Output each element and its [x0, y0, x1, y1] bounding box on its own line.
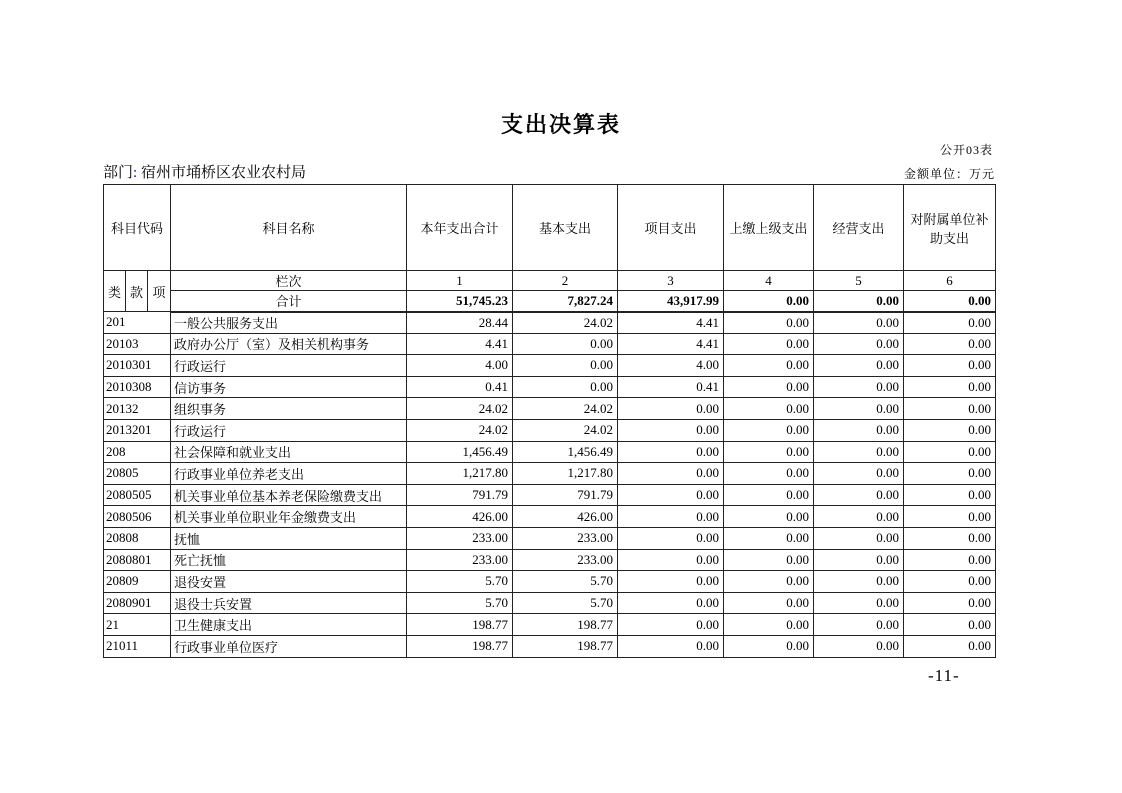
value-cell: 0.00 — [904, 398, 996, 420]
lanci-number: 3 — [618, 271, 724, 291]
subject-code-cell: 2080801 — [104, 549, 171, 571]
header-col-project: 项目支出 — [618, 185, 724, 271]
lanci-number: 5 — [814, 271, 904, 291]
value-cell: 791.79 — [407, 484, 513, 506]
value-cell: 198.77 — [407, 635, 513, 657]
value-cell: 4.00 — [618, 355, 724, 377]
header-sub-lei: 类 — [104, 271, 126, 312]
subject-code-cell: 208 — [104, 441, 171, 463]
value-cell: 0.00 — [618, 571, 724, 593]
value-cell: 0.00 — [724, 312, 814, 334]
value-cell: 0.00 — [904, 571, 996, 593]
subject-code-cell: 20809 — [104, 571, 171, 593]
header-row-lanci — [104, 271, 996, 291]
value-cell: 0.00 — [724, 506, 814, 528]
table-row — [104, 312, 996, 334]
department-name: 宿州市埇桥区农业农村局 — [140, 165, 306, 181]
value-cell: 0.00 — [904, 592, 996, 614]
subject-code-cell: 20808 — [104, 527, 171, 549]
header-sub-xiang: 项 — [148, 271, 171, 312]
value-cell: 5.70 — [513, 592, 618, 614]
value-cell: 1,217.80 — [513, 463, 618, 485]
value-cell: 0.00 — [724, 484, 814, 506]
value-cell: 0.00 — [618, 506, 724, 528]
value-cell: 0.00 — [618, 549, 724, 571]
value-cell: 24.02 — [513, 312, 618, 334]
subject-name-cell: 政府办公厅（室）及相关机构事务 — [171, 333, 407, 355]
subject-name-cell: 行政事业单位养老支出 — [171, 463, 407, 485]
department-colon: : — [133, 165, 138, 181]
value-cell: 0.00 — [904, 506, 996, 528]
subject-name-cell: 行政事业单位医疗 — [171, 635, 407, 657]
subject-code-cell: 2010301 — [104, 355, 171, 377]
department-line — [103, 161, 306, 182]
value-cell: 28.44 — [407, 312, 513, 334]
value-cell: 0.41 — [618, 376, 724, 398]
value-cell: 0.00 — [724, 571, 814, 593]
value-cell: 5.70 — [407, 592, 513, 614]
value-cell: 0.00 — [904, 355, 996, 377]
value-cell: 0.00 — [618, 635, 724, 657]
value-cell: 198.77 — [513, 614, 618, 636]
subject-name-cell: 一般公共服务支出 — [171, 312, 407, 334]
subject-name-cell: 信访事务 — [171, 376, 407, 398]
value-cell: 0.00 — [814, 398, 904, 420]
value-cell: 5.70 — [513, 571, 618, 593]
value-cell: 233.00 — [407, 527, 513, 549]
form-number-label: 公开03表 — [939, 143, 993, 157]
subject-name-cell: 社会保障和就业支出 — [171, 441, 407, 463]
table-row — [104, 376, 996, 398]
table-row — [104, 441, 996, 463]
value-cell: 0.00 — [904, 333, 996, 355]
value-cell: 0.00 — [618, 614, 724, 636]
subject-code-cell: 2010308 — [104, 376, 171, 398]
value-cell: 791.79 — [513, 484, 618, 506]
value-cell: 0.00 — [814, 592, 904, 614]
subject-name-cell: 卫生健康支出 — [171, 614, 407, 636]
value-cell: 1,456.49 — [513, 441, 618, 463]
header-col-total-year: 本年支出合计 — [407, 185, 513, 271]
value-cell: 0.00 — [618, 592, 724, 614]
value-cell: 0.00 — [814, 463, 904, 485]
value-cell: 0.00 — [724, 398, 814, 420]
total-value: 43,917.99 — [618, 291, 724, 312]
value-cell: 24.02 — [407, 398, 513, 420]
value-cell: 0.00 — [814, 312, 904, 334]
value-cell: 233.00 — [513, 527, 618, 549]
value-cell: 0.00 — [814, 635, 904, 657]
subject-name-cell: 机关事业单位职业年金缴费支出 — [171, 506, 407, 528]
value-cell: 0.00 — [724, 614, 814, 636]
table-body — [104, 312, 996, 658]
value-cell: 198.77 — [513, 635, 618, 657]
value-cell: 0.00 — [724, 463, 814, 485]
value-cell: 0.00 — [618, 484, 724, 506]
value-cell: 0.00 — [618, 419, 724, 441]
subject-name-cell: 退役安置 — [171, 571, 407, 593]
table-row — [104, 614, 996, 636]
value-cell: 4.00 — [407, 355, 513, 377]
expenditure-table — [103, 184, 996, 658]
table-row — [104, 355, 996, 377]
value-cell: 0.00 — [814, 441, 904, 463]
header-row-main — [104, 185, 996, 271]
value-cell: 0.00 — [724, 592, 814, 614]
value-cell: 233.00 — [407, 549, 513, 571]
value-cell: 198.77 — [407, 614, 513, 636]
lanci-number: 1 — [407, 271, 513, 291]
total-label: 合计 — [171, 291, 407, 312]
table-row — [104, 398, 996, 420]
subject-name-cell: 组织事务 — [171, 398, 407, 420]
subject-code-cell: 20132 — [104, 398, 171, 420]
table-row — [104, 571, 996, 593]
value-cell: 0.00 — [904, 484, 996, 506]
value-cell: 0.00 — [814, 571, 904, 593]
table-row — [104, 635, 996, 657]
table-row — [104, 484, 996, 506]
lanci-number: 6 — [904, 271, 996, 291]
subject-name-cell: 退役士兵安置 — [171, 592, 407, 614]
total-value: 0.00 — [724, 291, 814, 312]
value-cell: 233.00 — [513, 549, 618, 571]
lanci-number: 2 — [513, 271, 618, 291]
header-subject-name: 科目名称 — [171, 185, 407, 271]
header-col-subsidy: 对附属单位补助支出 — [904, 185, 996, 271]
value-cell: 0.00 — [513, 333, 618, 355]
value-cell: 5.70 — [407, 571, 513, 593]
value-cell: 0.00 — [618, 398, 724, 420]
value-cell: 24.02 — [407, 419, 513, 441]
value-cell: 0.41 — [407, 376, 513, 398]
value-cell: 0.00 — [724, 527, 814, 549]
value-cell: 0.00 — [904, 635, 996, 657]
value-cell: 0.00 — [814, 333, 904, 355]
unit-label: 金额单位：万元 — [903, 167, 995, 181]
value-cell: 0.00 — [618, 441, 724, 463]
table-row — [104, 333, 996, 355]
value-cell: 0.00 — [513, 376, 618, 398]
value-cell: 0.00 — [814, 355, 904, 377]
value-cell: 1,456.49 — [407, 441, 513, 463]
subject-code-cell: 21011 — [104, 635, 171, 657]
header-col-upturn: 上缴上级支出 — [724, 185, 814, 271]
value-cell: 0.00 — [814, 614, 904, 636]
subject-name-cell: 抚恤 — [171, 527, 407, 549]
value-cell: 0.00 — [724, 635, 814, 657]
value-cell: 0.00 — [904, 419, 996, 441]
value-cell: 0.00 — [513, 355, 618, 377]
subject-name-cell: 行政运行 — [171, 419, 407, 441]
table-row — [104, 549, 996, 571]
value-cell: 0.00 — [814, 549, 904, 571]
total-value: 51,745.23 — [407, 291, 513, 312]
subject-code-cell: 20103 — [104, 333, 171, 355]
subject-code-cell: 201 — [104, 312, 171, 334]
value-cell: 24.02 — [513, 398, 618, 420]
total-value: 0.00 — [904, 291, 996, 312]
subject-name-cell: 机关事业单位基本养老保险缴费支出 — [171, 484, 407, 506]
total-value: 7,827.24 — [513, 291, 618, 312]
subject-code-cell: 2080901 — [104, 592, 171, 614]
subject-name-cell: 行政运行 — [171, 355, 407, 377]
header-subject-code: 科目代码 — [104, 185, 171, 271]
subject-code-cell: 20805 — [104, 463, 171, 485]
value-cell: 4.41 — [618, 312, 724, 334]
value-cell: 0.00 — [814, 484, 904, 506]
meta-row — [103, 156, 995, 182]
value-cell: 0.00 — [724, 441, 814, 463]
subject-code-cell: 2013201 — [104, 419, 171, 441]
table-row — [104, 463, 996, 485]
subject-name-cell: 死亡抚恤 — [171, 549, 407, 571]
header-col-basic: 基本支出 — [513, 185, 618, 271]
header-sub-kuan: 款 — [126, 271, 148, 312]
value-cell: 0.00 — [724, 419, 814, 441]
value-cell: 0.00 — [724, 355, 814, 377]
value-cell: 426.00 — [513, 506, 618, 528]
value-cell: 0.00 — [904, 463, 996, 485]
value-cell: 0.00 — [904, 376, 996, 398]
table-row — [104, 527, 996, 549]
subject-code-cell: 2080506 — [104, 506, 171, 528]
table-row — [104, 592, 996, 614]
value-cell: 4.41 — [407, 333, 513, 355]
subject-code-cell: 21 — [104, 614, 171, 636]
table-row — [104, 506, 996, 528]
header-col-operating: 经营支出 — [814, 185, 904, 271]
value-cell: 0.00 — [904, 614, 996, 636]
subject-code-cell: 2080505 — [104, 484, 171, 506]
header-row-total — [104, 291, 996, 312]
department-label: 部门 — [103, 165, 134, 181]
value-cell: 0.00 — [904, 527, 996, 549]
value-cell: 0.00 — [814, 527, 904, 549]
value-cell: 0.00 — [814, 376, 904, 398]
value-cell: 0.00 — [904, 312, 996, 334]
table-row — [104, 419, 996, 441]
value-cell: 0.00 — [724, 333, 814, 355]
value-cell: 0.00 — [724, 376, 814, 398]
value-cell: 0.00 — [814, 506, 904, 528]
value-cell: 0.00 — [724, 549, 814, 571]
value-cell: 0.00 — [904, 549, 996, 571]
value-cell: 426.00 — [407, 506, 513, 528]
value-cell: 24.02 — [513, 419, 618, 441]
value-cell: 0.00 — [904, 441, 996, 463]
page-title: 支出决算表 — [500, 112, 621, 137]
value-cell: 4.41 — [618, 333, 724, 355]
value-cell: 0.00 — [618, 527, 724, 549]
total-value: 0.00 — [814, 291, 904, 312]
value-cell: 0.00 — [618, 463, 724, 485]
lanci-label: 栏次 — [171, 271, 407, 291]
lanci-number: 4 — [724, 271, 814, 291]
value-cell: 1,217.80 — [407, 463, 513, 485]
value-cell: 0.00 — [814, 419, 904, 441]
page-number: -11- — [928, 666, 960, 685]
